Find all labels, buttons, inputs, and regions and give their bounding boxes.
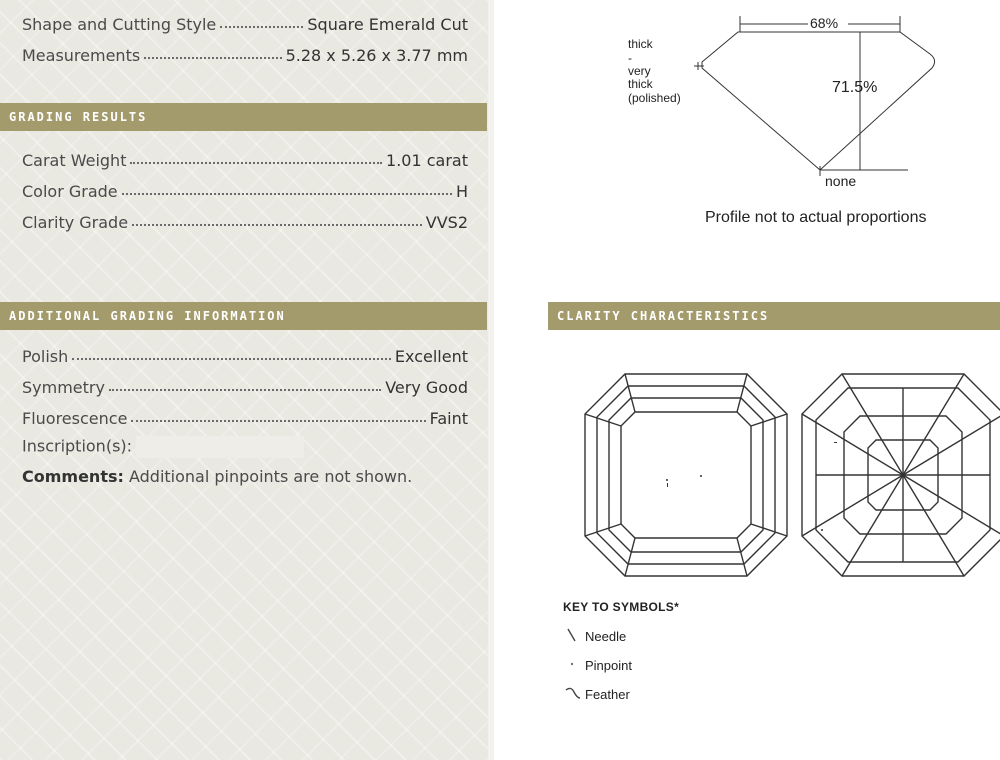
measurements-label: Measurements <box>22 46 141 65</box>
needle-mark <box>667 483 668 487</box>
clarity-label: Clarity Grade <box>22 213 129 232</box>
diamond-outline <box>702 32 935 170</box>
needle-icon <box>565 628 585 645</box>
shape-row <box>22 8 468 34</box>
girdle-thick: thick <box>628 37 653 51</box>
girdle-thick2: thick <box>628 77 653 91</box>
leader-dots <box>220 26 303 28</box>
leader-dots <box>109 389 381 391</box>
inscription-redacted <box>136 436 304 458</box>
color-row <box>22 175 468 201</box>
fluorescence-label: Fluorescence <box>22 409 128 428</box>
leader-dots <box>130 162 382 164</box>
shape-value: Square Emerald Cut <box>307 15 468 34</box>
fluorescence-value: Faint <box>429 409 468 428</box>
polish-label: Polish <box>22 347 69 366</box>
crown-view-plot <box>583 372 789 578</box>
key-feather-label: Feather <box>585 687 630 702</box>
pinpoint-icon <box>565 657 585 674</box>
carat-row <box>22 144 468 170</box>
girdle-very: very <box>628 64 651 78</box>
comments-row <box>22 467 412 486</box>
key-feather <box>565 686 630 703</box>
carat-label: Carat Weight <box>22 151 127 170</box>
symmetry-value: Very Good <box>385 378 468 397</box>
leader-dots <box>122 193 452 195</box>
symmetry-label: Symmetry <box>22 378 105 397</box>
key-to-symbols-title: KEY TO SYMBOLS* <box>563 600 680 614</box>
leader-dots <box>132 224 422 226</box>
polish-value: Excellent <box>394 347 468 366</box>
table-percent: 68% <box>810 15 839 31</box>
girdle-polished: (polished) <box>628 91 681 105</box>
profile-caption: Profile not to actual proportions <box>705 209 927 226</box>
clarity-header: CLARITY CHARACTERISTICS <box>548 302 1000 330</box>
leader-dots <box>144 57 281 59</box>
pinpoint-mark <box>700 475 702 477</box>
profile-diagram <box>690 10 950 190</box>
inscription-row <box>22 436 304 458</box>
polish-row <box>22 340 468 366</box>
comments-value: Additional pinpoints are not shown. <box>128 467 413 486</box>
fluorescence-row <box>22 402 468 428</box>
depth-percent: 71.5% <box>832 79 878 96</box>
shape-label: Shape and Cutting Style <box>22 15 217 34</box>
color-value: H <box>455 182 468 201</box>
key-pinpoint-label: Pinpoint <box>585 658 632 673</box>
comments-label: Comments: <box>22 467 124 486</box>
color-label: Color Grade <box>22 182 118 201</box>
measurements-row <box>22 39 468 65</box>
key-needle <box>565 628 626 645</box>
symmetry-row <box>22 371 468 397</box>
measurements-value: 5.28 x 5.26 x 3.77 mm <box>285 46 468 65</box>
leader-dots <box>72 358 391 360</box>
pinpoint-mark <box>821 529 823 531</box>
leader-dots <box>131 420 425 422</box>
pavilion-view-plot <box>800 372 1000 578</box>
clarity-row <box>22 206 468 232</box>
inscription-label: Inscription(s): <box>22 436 133 456</box>
key-pinpoint <box>565 657 632 674</box>
key-needle-label: Needle <box>585 629 627 644</box>
outline <box>585 374 787 576</box>
clarity-value: VVS2 <box>425 213 468 232</box>
carat-value: 1.01 carat <box>386 151 468 170</box>
feather-mark <box>834 442 837 443</box>
girdle-dash: - <box>628 51 632 65</box>
feather-icon <box>565 686 585 703</box>
pinpoint-mark <box>666 479 668 481</box>
additional-info-header: ADDITIONAL GRADING INFORMATION <box>0 302 487 330</box>
grading-results-header: GRADING RESULTS <box>0 103 487 131</box>
culet-label: none <box>825 173 857 189</box>
page-divider <box>488 0 494 760</box>
